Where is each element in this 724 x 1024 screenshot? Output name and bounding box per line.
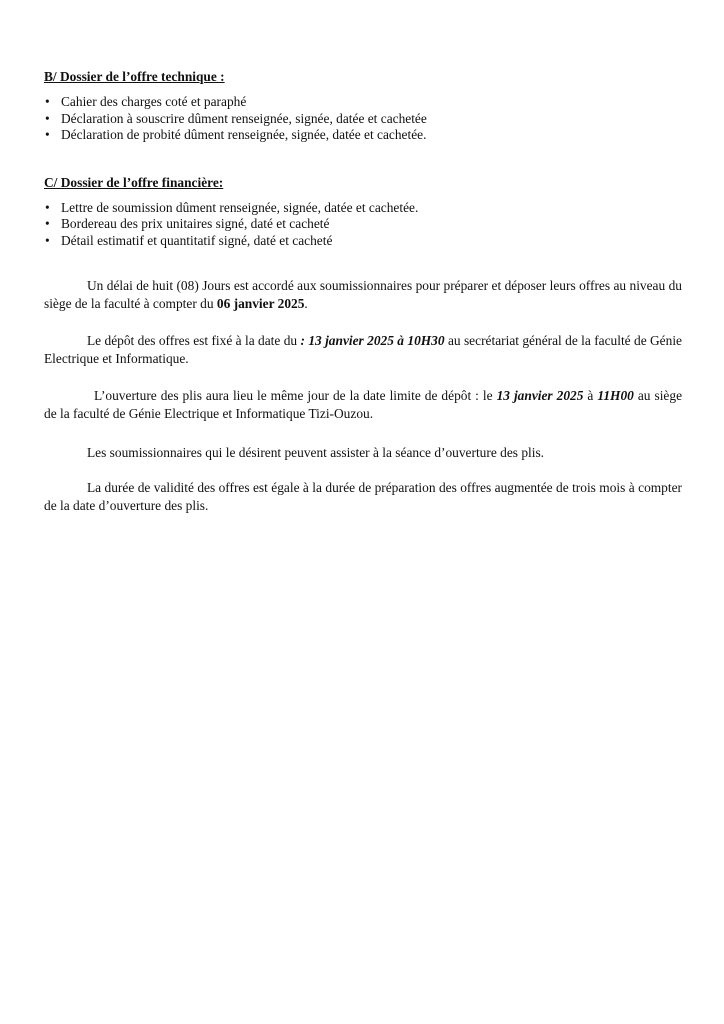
list-item-text: Cahier des charges coté et paraphé bbox=[61, 94, 247, 109]
list-item bbox=[44, 94, 682, 111]
document-page bbox=[44, 68, 682, 515]
list-offre-technique bbox=[44, 94, 682, 144]
list-item bbox=[44, 216, 682, 233]
paragraph-assister: Les soumissionnaires qui le désirent peuvent assister à la séance d’ouverture des plis. bbox=[87, 445, 545, 460]
bullet-icon: • bbox=[45, 127, 50, 142]
section-offre-technique bbox=[44, 68, 682, 144]
section-title-offre-financiere: C/ Dossier de l’offre financière: bbox=[44, 174, 224, 190]
paragraph-validite: La durée de validité des offres est égale à la durée de préparation des offres augmentée de trois mois à compter de la date d’ouverture des plis. bbox=[44, 480, 682, 513]
paragraph-text: au siège de la faculté de Génie Electrique et Informatique Tizi-Ouzou. bbox=[44, 388, 683, 421]
opening-time: 11H00 bbox=[597, 388, 634, 403]
bullet-icon: • bbox=[45, 232, 50, 248]
section-offre-financiere bbox=[44, 174, 682, 250]
list-offre-financiere bbox=[44, 200, 682, 250]
list-item-text: Déclaration de probité dûment renseignée, signée, datée et cachetée. bbox=[61, 127, 427, 142]
list-item-text: Déclaration à souscrire dûment renseignée, signée, datée et cachetée bbox=[61, 110, 427, 126]
list-item bbox=[44, 111, 682, 128]
paragraph-text: Le dépôt des offres est fixé à la date du bbox=[87, 333, 301, 348]
bullet-icon: • bbox=[45, 110, 50, 126]
list-item-text: Lettre de soumission dûment renseignée, signée, datée et cachetée. bbox=[61, 199, 419, 215]
start-date: 06 janvier 2025 bbox=[216, 296, 305, 311]
bullet-icon: • bbox=[45, 216, 50, 231]
paragraph-depot bbox=[44, 332, 682, 368]
paragraph-text: . bbox=[304, 296, 308, 311]
list-item-text: Bordereau des prix unitaires signé, daté et cacheté bbox=[61, 216, 330, 231]
paragraph-text: Un délai de huit (08) Jours est accordé aux soumissionnaires pour préparer et déposer leurs offres au niveau du siège de la faculté à compter du bbox=[44, 278, 682, 311]
bullet-icon: • bbox=[45, 199, 50, 215]
opening-date: 13 janvier 2025 bbox=[496, 388, 584, 403]
paragraph-text: L’ouverture des plis aura lieu le même jour de la date limite de dépôt : le bbox=[94, 388, 497, 403]
deposit-deadline: : 13 janvier 2025 à 10H30 bbox=[300, 333, 445, 348]
paragraph-text: à bbox=[583, 388, 598, 403]
list-item bbox=[44, 233, 682, 250]
list-item bbox=[44, 127, 682, 144]
section-title-offre-technique: B/ Dossier de l’offre technique : bbox=[44, 69, 225, 84]
paragraph-text: au secrétariat général de la faculté de Génie Electrique et Informatique. bbox=[44, 333, 682, 366]
paragraph-ouverture bbox=[44, 387, 682, 423]
list-item-text: Détail estimatif et quantitatif signé, daté et cacheté bbox=[61, 232, 333, 248]
paragraph-delai bbox=[44, 277, 682, 313]
bullet-icon: • bbox=[45, 94, 50, 109]
list-item bbox=[44, 200, 682, 217]
